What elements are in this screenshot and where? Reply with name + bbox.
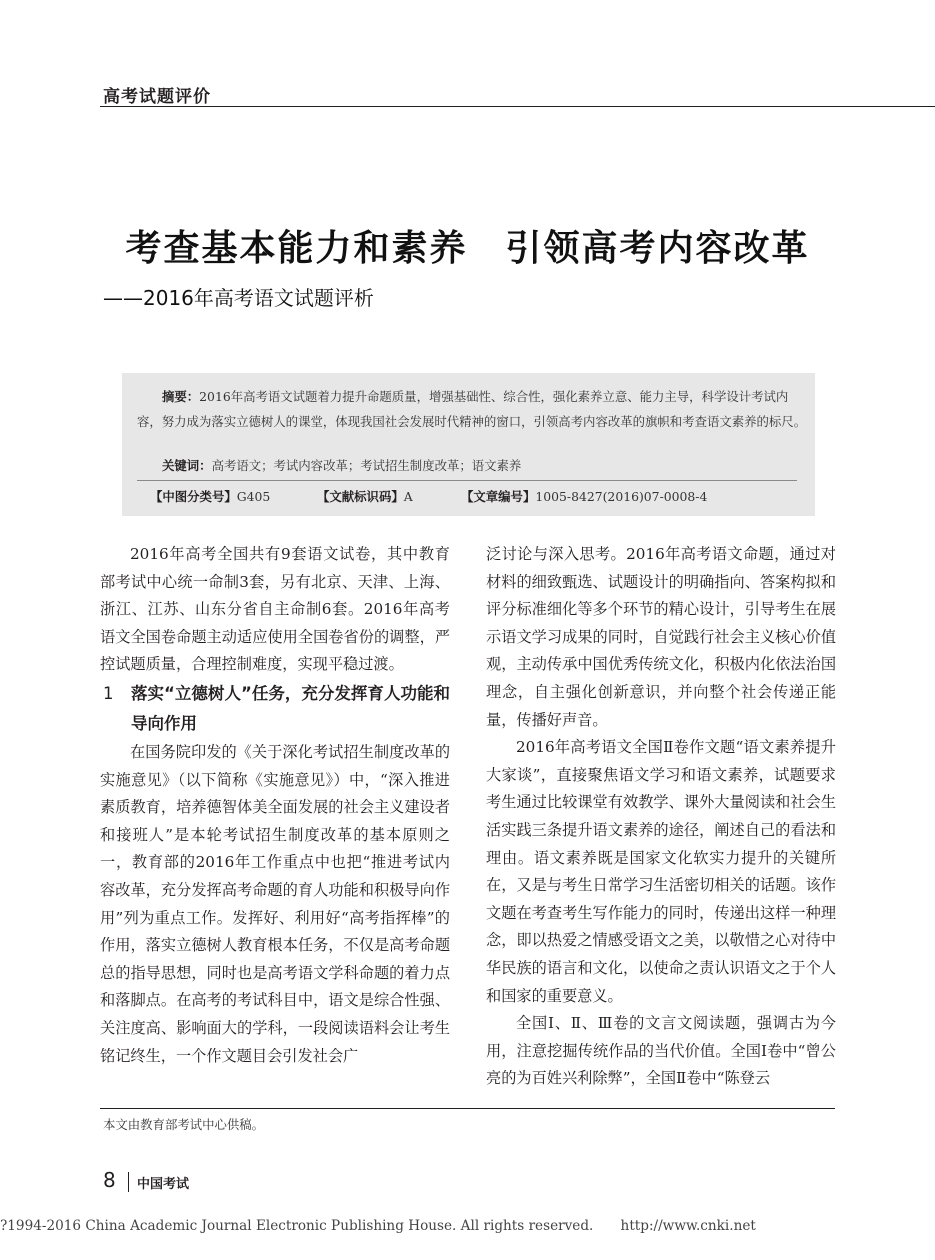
clc-info (150, 487, 270, 505)
paragraph: 2016年高考全国共有9套语文试卷，其中教育部考试中心统一命制3套，另有北京、天津、上海、浙江、江苏、山东分省自主命制6套。2016年高考语文全国卷命题主动适应使用全国卷省份的调整，严控试题质量，合理控制难度，实现平稳过渡。 (100, 545, 450, 674)
footnote-divider (100, 1108, 835, 1109)
journal-name: 中国考试 (137, 1177, 190, 1192)
abstract-label: 摘要： (162, 389, 200, 404)
section-title: 落实“立德树人”任务，充分发挥育人功能和导向作用 (131, 683, 450, 733)
keywords (162, 456, 521, 476)
abstract-text: 2016年高考语文试题着力提升命题质量，增强基础性、综合性，强化素养立意、能力主导，科学设计考试内容，努力成为落实立德树人的课堂，体现我国社会发展时代精神的窗口，引领高考内容改革的旗帜和考查语文素养的标尺。 (137, 389, 807, 429)
footnote: 本文由教育部考试中心供稿。 (103, 1117, 265, 1132)
keywords-text: 高考语文；考试内容改革；考试招生制度改革；语文素养 (211, 458, 522, 473)
header-divider (100, 106, 935, 107)
article-no-value: 1005-8427(2016)07-0008-4 (535, 489, 708, 504)
article-no-label: 【文章编号】 (461, 489, 536, 504)
section-number: 1 (103, 683, 114, 703)
article-no-info (461, 487, 707, 505)
section-heading (100, 679, 450, 739)
page-number: 8 (103, 1168, 116, 1192)
footer-separator (128, 1172, 129, 1192)
copyright-line: ?1994-2016 China Academic Journal Electronic Publishing House. All rights reserved. http://www.cnki.net (0, 1218, 756, 1234)
paragraph: 在国务院印发的《关于深化考试招生制度改革的实施意见》（以下简称《实施意见》）中，“深入推进素质教育，培养德智体美全面发展的社会主义建设者和接班人”是本轮考试招生制度改革的基本原则之一，教育部的2016年工作重点中也把“推进考试内容改革，充分发挥高考命题的育人功能和积极导向作用”列为重点工作。发挥好、利用好“高考指挥棒”的作用，落实立德树人教育根本任务，不仅是高考命题总的指导思想，同时也是高考语文学科命题的着力点和落脚点。在高考的考试科目中，语文是综合性强、关注度高、影响面大的学科，一段阅读语料会让考生铭记终生，一个作文题目会引发社会广 (100, 742, 450, 1065)
article-subtitle: ——2016年高考语文试题评析 (103, 286, 374, 310)
abstract (137, 384, 807, 434)
section-label: 高考试题评价 (103, 87, 211, 107)
paragraph: 2016年高考语文全国Ⅱ卷作文题“语文素养提升大家谈”，直接聚焦语文学习和语文素养，试题要求考生通过比较课堂有效教学、课外大量阅读和社会生活实践三条提升语文素养的途径，阐述自己的看法和理由。语文素养既是国家文化软实力提升的关键所在，又是与考生日常学习生活密切相关的话题。该作文题在考查考生写作能力的同时，传递出这样一种理念，即以热爱之情感受语文之美，以敬惜之心对待中华民族的语言和文化，以使命之责认识语文之于个人和国家的重要意义。 (486, 738, 836, 1005)
article-title: 考查基本能力和素养 引领高考内容改革 (125, 227, 810, 269)
abstract-divider (137, 480, 797, 481)
paragraph: 全国Ⅰ、Ⅱ、Ⅲ卷的文言文阅读题，强调古为今用，注意挖掘传统作品的当代价值。全国Ⅰ卷中“曾公亮的为百姓兴利除弊”，全国Ⅱ卷中“陈登云 (486, 1014, 836, 1088)
right-column (486, 541, 836, 1093)
doc-code-value: A (403, 489, 413, 504)
clc-label: 【中图分类号】 (150, 489, 237, 504)
doc-code-info (317, 487, 413, 505)
paragraph: 泛讨论与深入思考。2016年高考语文命题，通过对材料的细致甄选、试题设计的明确指向、答案构拟和评分标准细化等多个环节的精心设计，引导考生在展示语文学习成果的同时，自觉践行社会主义核心价值观，主动传承中国优秀传统文化，积极内化依法治国理念，自主强化创新意识，并向整个社会传递正能量，传播好声音。 (486, 545, 836, 729)
left-column (100, 541, 450, 1070)
doc-code-label: 【文献标识码】 (317, 489, 404, 504)
clc-value: G405 (236, 489, 271, 504)
keywords-label: 关键词： (162, 458, 212, 473)
